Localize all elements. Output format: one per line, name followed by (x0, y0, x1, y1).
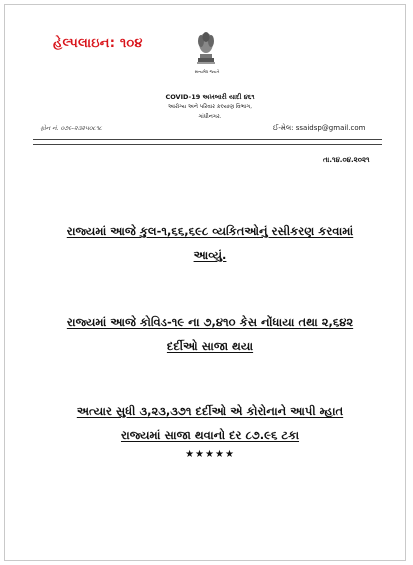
department-name: આરોગ્ય અને પરિવાર કલ્યાણ વિભાગ, (167, 104, 253, 110)
vaccination-paragraph (45, 219, 375, 267)
cases-line-2: દર્દીઓ સાજા થયા (166, 339, 254, 353)
vaccination-line-2: આવ્યું. (193, 248, 227, 262)
cases-line-1: રાજ્યમાં આજે કોવિડ-૧૯ ના ૭,૪૧૦ કેસ નોંધાયા તથા ૨,૬૪૨ (66, 315, 354, 329)
report-title: COVID-19 અખબારી યાદી ૪૬૧ (165, 93, 255, 101)
end-stars: ★★★★★ (185, 449, 235, 460)
vaccination-line-1: રાજ્યમાં આજે કુલ-૧,૬૬,૬૯૮ વ્યકિતઓનું રસીકરણ કરવામાં (66, 224, 354, 238)
emblem-caption: સત્યમેવ જયતે (194, 69, 220, 74)
header-divider-top (33, 139, 382, 140)
recovery-line-1: અત્યાર સુધી ૩,૨૩,૩૭૧ દર્દીઓ એ કોરોનાને આપી મ્હાત (76, 404, 344, 418)
city-name: ગાંધીનગર. (198, 114, 222, 120)
press-release-page (4, 4, 406, 561)
recovery-line-2: રાજ્યમાં સાજા થવાનો દર ૮૭.૯૬ ટકા (120, 428, 300, 442)
email-address: ઈ-મેલ: ssaidsp@gmail.com (273, 124, 366, 132)
helpline-number: હેલ્પલાઇન: ૧૦૪ (53, 36, 143, 51)
release-date: તા.૧૪.૦૪.૨૦૨૧ (323, 156, 370, 164)
cases-paragraph (45, 310, 375, 358)
recovery-paragraph (45, 399, 375, 447)
header-divider-bottom (33, 144, 382, 145)
phone-number: ફોન નં. ૦૭૯-૨૩૨૫૦૮૧૮ (40, 125, 103, 132)
state-emblem-icon (195, 29, 217, 67)
